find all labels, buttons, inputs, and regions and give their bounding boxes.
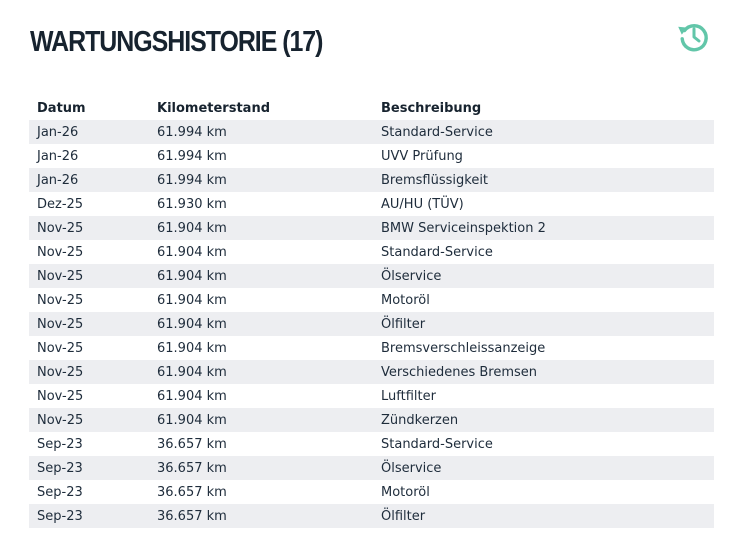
cell-datum: Nov-25 bbox=[37, 388, 84, 404]
cell-datum: Nov-25 bbox=[37, 268, 84, 284]
cell-beschreibung: Zündkerzen bbox=[381, 412, 459, 428]
cell-datum: Sep-23 bbox=[37, 436, 83, 452]
cell-datum: Sep-23 bbox=[37, 508, 83, 524]
table-row bbox=[29, 312, 714, 336]
table-row bbox=[29, 480, 714, 504]
cell-kilometerstand: 36.657 km bbox=[157, 436, 227, 452]
table-row bbox=[29, 456, 714, 480]
column-header-datum: Datum bbox=[37, 100, 86, 116]
cell-beschreibung: Ölservice bbox=[381, 460, 442, 476]
table-row bbox=[29, 216, 714, 240]
cell-beschreibung: Verschiedenes Bremsen bbox=[381, 364, 538, 380]
cell-beschreibung: Ölservice bbox=[381, 268, 442, 284]
cell-beschreibung: Motoröl bbox=[381, 292, 430, 308]
cell-beschreibung: UVV Prüfung bbox=[381, 148, 463, 164]
table-row bbox=[29, 336, 714, 360]
cell-beschreibung: BMW Serviceinspektion 2 bbox=[381, 220, 546, 236]
cell-kilometerstand: 61.904 km bbox=[157, 268, 227, 284]
cell-beschreibung: Motoröl bbox=[381, 484, 430, 500]
cell-datum: Nov-25 bbox=[37, 364, 84, 380]
cell-kilometerstand: 61.904 km bbox=[157, 388, 227, 404]
table-row bbox=[29, 168, 714, 192]
cell-kilometerstand: 36.657 km bbox=[157, 460, 227, 476]
cell-beschreibung: Ölfilter bbox=[381, 316, 426, 332]
cell-datum: Nov-25 bbox=[37, 244, 84, 260]
cell-beschreibung: Standard-Service bbox=[381, 436, 493, 452]
column-header-beschreibung: Beschreibung bbox=[381, 100, 482, 116]
cell-datum: Nov-25 bbox=[37, 412, 84, 428]
table-row bbox=[29, 384, 714, 408]
cell-datum: Jan-26 bbox=[37, 124, 79, 140]
maintenance-table bbox=[29, 96, 714, 528]
cell-beschreibung: Bremsverschleissanzeige bbox=[381, 340, 546, 356]
cell-datum: Nov-25 bbox=[37, 340, 84, 356]
table-row bbox=[29, 288, 714, 312]
cell-datum: Nov-25 bbox=[37, 292, 84, 308]
cell-kilometerstand: 61.904 km bbox=[157, 364, 227, 380]
cell-beschreibung: Bremsflüssigkeit bbox=[381, 172, 489, 188]
table-row bbox=[29, 504, 714, 528]
cell-kilometerstand: 61.904 km bbox=[157, 292, 227, 308]
cell-beschreibung: Standard-Service bbox=[381, 244, 493, 260]
cell-kilometerstand: 36.657 km bbox=[157, 508, 227, 524]
cell-kilometerstand: 61.994 km bbox=[157, 172, 227, 188]
cell-datum: Dez-25 bbox=[37, 196, 84, 212]
cell-kilometerstand: 61.904 km bbox=[157, 244, 227, 260]
cell-kilometerstand: 36.657 km bbox=[157, 484, 227, 500]
history-icon bbox=[676, 18, 712, 54]
cell-beschreibung: AU/HU (TÜV) bbox=[381, 196, 464, 212]
table-row bbox=[29, 408, 714, 432]
cell-kilometerstand: 61.904 km bbox=[157, 340, 227, 356]
cell-datum: Jan-26 bbox=[37, 148, 79, 164]
column-header-kilometerstand: Kilometerstand bbox=[157, 100, 271, 116]
cell-datum: Jan-26 bbox=[37, 172, 79, 188]
table-header bbox=[29, 96, 714, 120]
cell-kilometerstand: 61.904 km bbox=[157, 316, 227, 332]
cell-kilometerstand: 61.904 km bbox=[157, 220, 227, 236]
cell-datum: Sep-23 bbox=[37, 484, 83, 500]
cell-kilometerstand: 61.994 km bbox=[157, 124, 227, 140]
table-row bbox=[29, 264, 714, 288]
cell-beschreibung: Standard-Service bbox=[381, 124, 493, 140]
history-button[interactable] bbox=[676, 18, 712, 54]
page-title: WARTUNGSHISTORIE (17) bbox=[30, 26, 323, 58]
cell-kilometerstand: 61.994 km bbox=[157, 148, 227, 164]
cell-beschreibung: Luftfilter bbox=[381, 388, 436, 404]
table-row bbox=[29, 432, 714, 456]
table-row bbox=[29, 120, 714, 144]
cell-datum: Nov-25 bbox=[37, 316, 84, 332]
cell-datum: Nov-25 bbox=[37, 220, 84, 236]
cell-beschreibung: Ölfilter bbox=[381, 508, 426, 524]
cell-kilometerstand: 61.930 km bbox=[157, 196, 227, 212]
table-row bbox=[29, 192, 714, 216]
table-row bbox=[29, 360, 714, 384]
cell-datum: Sep-23 bbox=[37, 460, 83, 476]
cell-kilometerstand: 61.904 km bbox=[157, 412, 227, 428]
table-body bbox=[29, 120, 714, 528]
table-row bbox=[29, 240, 714, 264]
table-row bbox=[29, 144, 714, 168]
